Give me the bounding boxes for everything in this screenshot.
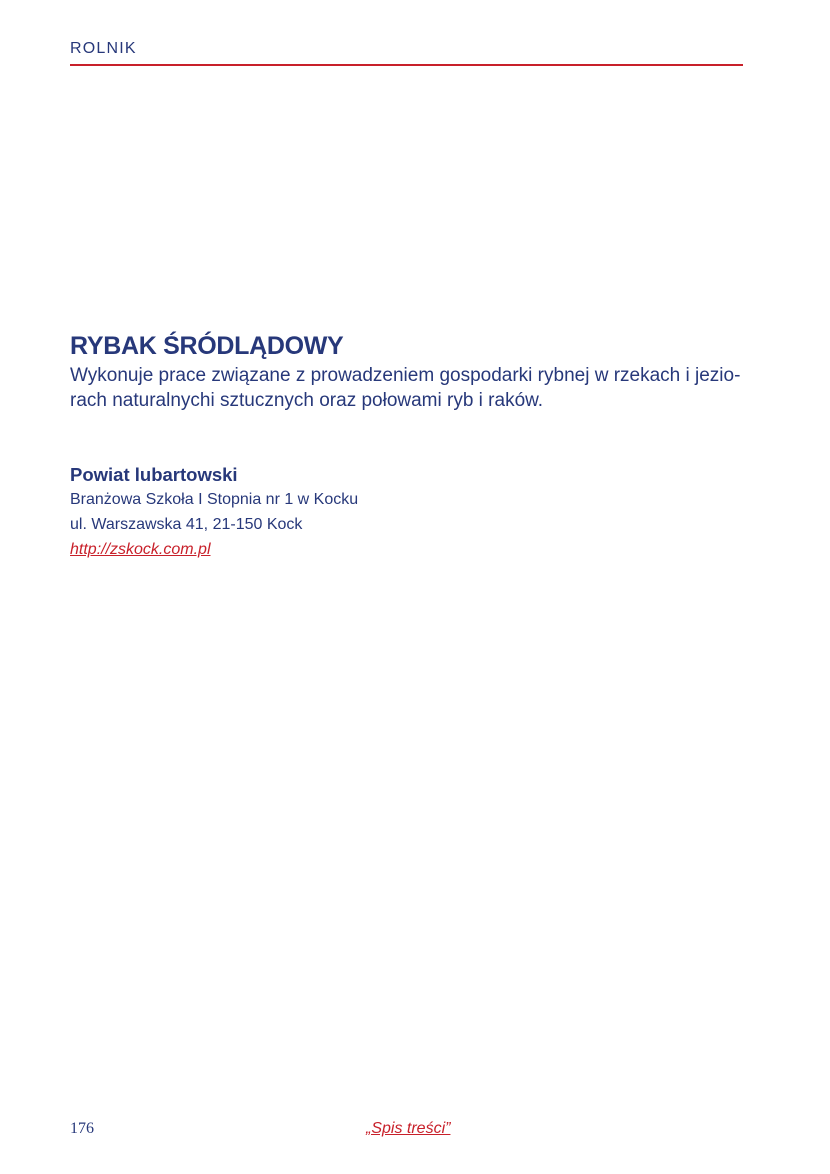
school-name: Branżowa Szkoła I Stopnia nr 1 w Kocku: [70, 491, 359, 508]
occupation-description-line-1: Wykonuje prace związane z prowadzeniem gospodarki rybnej w rzekach i jezio-: [70, 365, 741, 386]
district-heading: Powiat lubartowski: [70, 464, 238, 485]
occupation-description: [70, 363, 750, 413]
section-header-label: ROLNIK: [70, 40, 137, 57]
header-divider: [70, 64, 743, 66]
school-address: ul. Warszawska 41, 21-150 Kock: [70, 516, 303, 533]
table-of-contents-link[interactable]: „Spis treści”: [366, 1120, 451, 1137]
page-number: 176: [70, 1120, 94, 1137]
occupation-description-line-2: rach naturalnychi sztucznych oraz połowami ryb i raków.: [70, 390, 544, 411]
school-website-link[interactable]: http://zskock.com.pl: [70, 541, 211, 558]
occupation-title: RYBAK ŚRÓDLĄDOWY: [70, 332, 344, 360]
